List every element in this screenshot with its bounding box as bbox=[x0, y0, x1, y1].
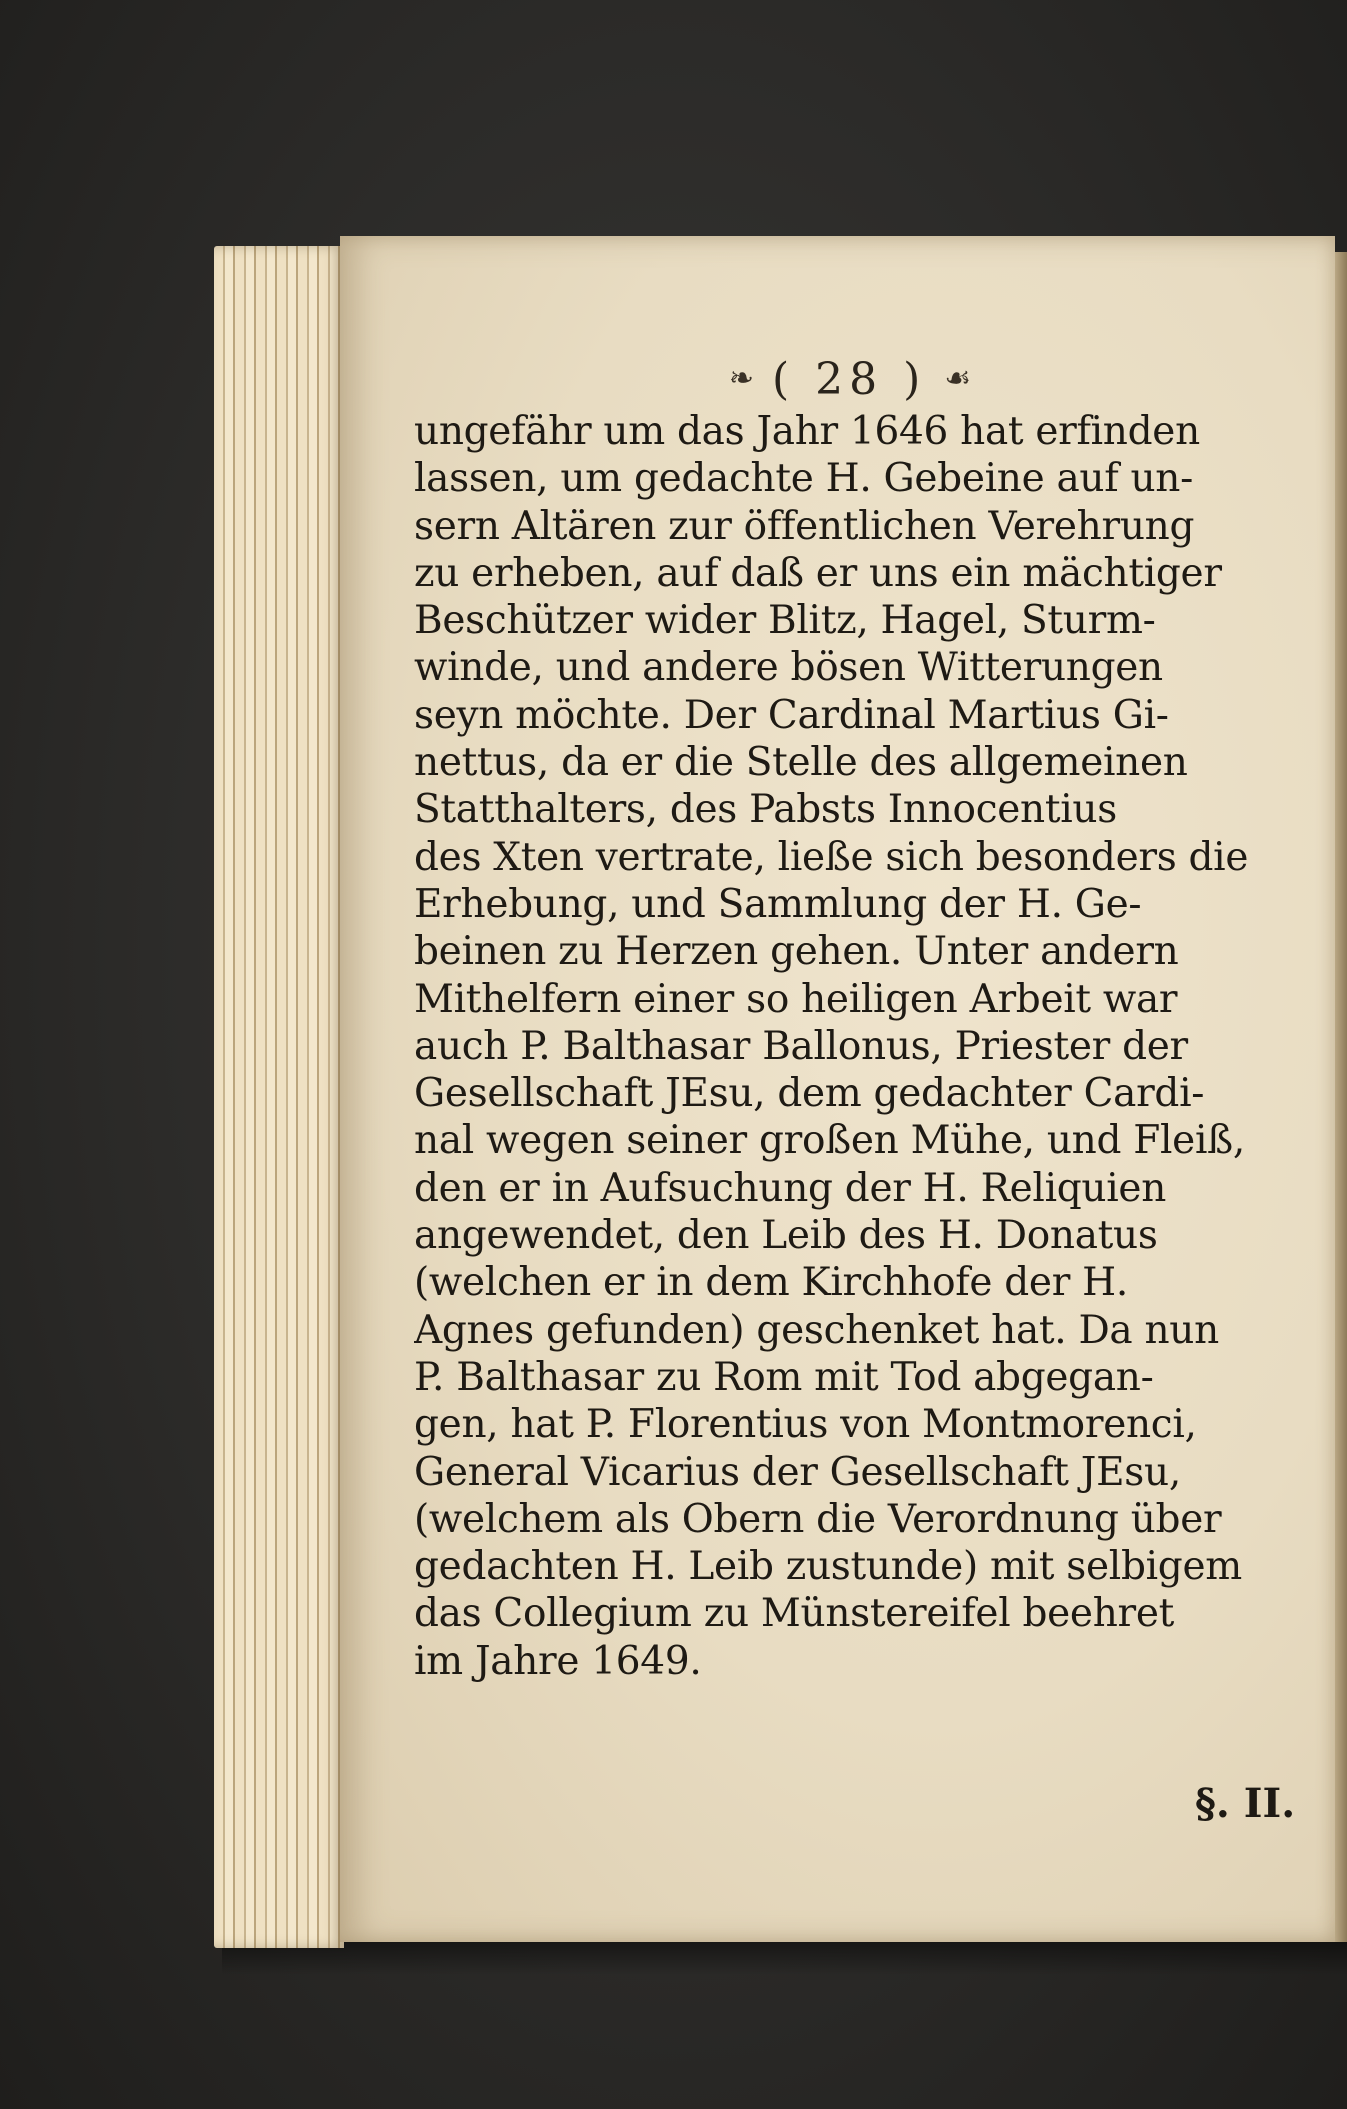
text-line: Erhebung, und Sammlung der H. Ge- bbox=[414, 881, 1142, 927]
text-line: auch P. Balthasar Ballonus, Priester der bbox=[414, 1023, 1188, 1069]
page-number: ( 28 ) bbox=[771, 353, 927, 405]
text-line: winde, und andere bösen Witterungen bbox=[414, 645, 1163, 691]
text-line: (welchem als Obern die Verordnung über bbox=[414, 1496, 1222, 1542]
text-line: P. Balthasar zu Rom mit Tod abgegan- bbox=[414, 1354, 1154, 1400]
ornament-right-icon: ☙ bbox=[944, 361, 972, 396]
text-line: zu erheben, auf daß er uns ein mächtiger bbox=[414, 550, 1222, 596]
text-line: ungefähr um das Jahr 1646 hat erfinden bbox=[414, 409, 1200, 454]
text-line: seyn möchte. Der Cardinal Martius Gi- bbox=[414, 692, 1169, 738]
text-line: sern Altären zur öffentlichen Verehrung bbox=[414, 503, 1195, 549]
text-line: Agnes gefunden) geschenket hat. Da nun bbox=[414, 1307, 1219, 1353]
text-line: gen, hat P. Florentius von Montmorenci, bbox=[414, 1402, 1197, 1448]
ornament-left-icon: ❧ bbox=[728, 361, 754, 396]
text-line: das Collegium zu Münstereifel beehret bbox=[414, 1591, 1175, 1637]
text-line: gedachten H. Leib zustunde) mit selbigem bbox=[414, 1544, 1242, 1590]
text-line: lassen, um gedachte H. Gebeine auf un- bbox=[414, 456, 1193, 502]
body-text bbox=[414, 408, 1294, 1685]
text-line: angewendet, den Leib des H. Donatus bbox=[414, 1213, 1158, 1259]
page-edges bbox=[214, 246, 344, 1948]
text-line: nettus, da er die Stelle des allgemeinen bbox=[414, 740, 1188, 786]
text-line: Statthalters, des Pabsts Innocentius bbox=[414, 787, 1117, 833]
text-line: beinen zu Herzen gehen. Unter andern bbox=[414, 929, 1179, 975]
text-line: den er in Aufsuchung der H. Reliquien bbox=[414, 1165, 1167, 1211]
page-header bbox=[690, 348, 1010, 410]
text-line: Beschützer wider Blitz, Hagel, Sturm- bbox=[414, 598, 1156, 644]
text-line: General Vicarius der Gesellschaft JEsu, bbox=[414, 1449, 1181, 1495]
text-line: nal wegen seiner großen Mühe, und Fleiß, bbox=[414, 1118, 1245, 1164]
text-line: Mithelfern einer so heiligen Arbeit war bbox=[414, 976, 1178, 1022]
catchword: §. II. bbox=[1195, 1780, 1296, 1827]
text-line: Gesellschaft JEsu, dem gedachter Cardi- bbox=[414, 1071, 1205, 1117]
text-line: (welchen er in dem Kirchhofe der H. bbox=[414, 1260, 1128, 1306]
text-line: des Xten vertrate, ließe sich besonders die bbox=[414, 834, 1249, 880]
text-line: im Jahre 1649. bbox=[414, 1638, 702, 1684]
